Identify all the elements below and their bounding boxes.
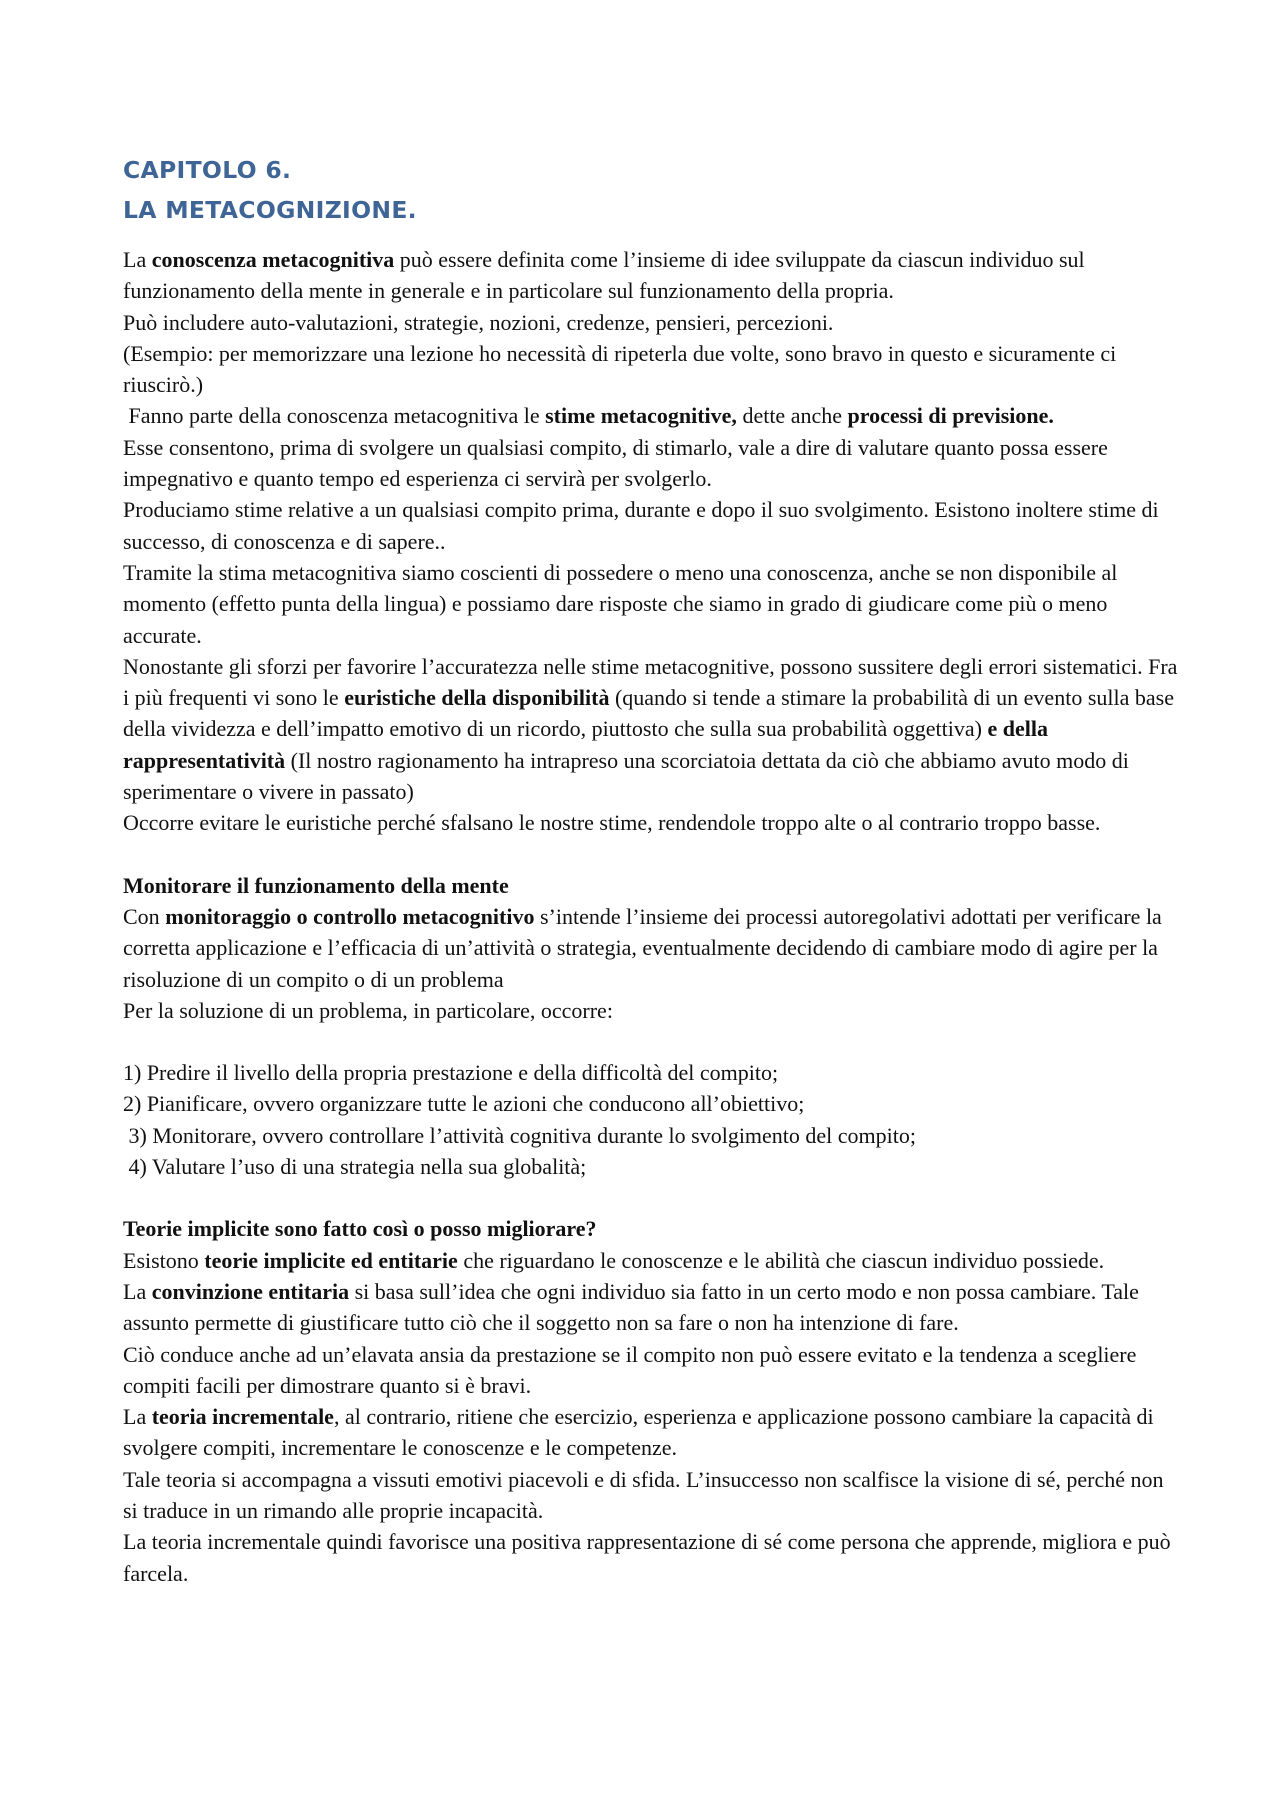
list-item: 3) Monitorare, ovvero controllare l’attività cognitiva durante lo svolgimento del compito; bbox=[123, 1122, 917, 1148]
theories-paragraph-3: Ciò conduce anche ad un’elavata ansia da prestazione se il compito non può essere evitato e la tendenza a scegliere compiti facili per dimostrare quanto si è bravi. bbox=[123, 1341, 1137, 1398]
bold-term: teoria incrementale bbox=[151, 1404, 334, 1430]
bold-term: monitoraggio o controllo metacognitivo bbox=[165, 903, 535, 929]
bold-term: teorie implicite ed entitarie bbox=[204, 1247, 458, 1273]
text-run: dette anche bbox=[736, 403, 848, 429]
chapter-title: LA METACOGNIZIONE. bbox=[123, 196, 417, 224]
text-run: La bbox=[123, 1404, 152, 1430]
document-page bbox=[123, 150, 1180, 1589]
spacer bbox=[123, 1182, 1180, 1213]
text-run: Esistono bbox=[123, 1247, 205, 1273]
text-run: (quando si tende a stimare la probabilità di un evento sulla base della vividezza e dell’impatto emotivo di un ricordo, piuttosto che sulla sua probabilità oggettiva) bbox=[123, 685, 1174, 742]
list-item: 4) Valutare l’uso di una strategia nella sua globalità; bbox=[123, 1154, 587, 1180]
theories-paragraph-6: La teoria incrementale quindi favorisce una positiva rappresentazione di sé come persona che apprende, migliora e può farcela. bbox=[123, 1529, 1171, 1586]
chapter-heading bbox=[123, 150, 1180, 230]
bold-term: e della rappresentatività bbox=[123, 716, 1048, 773]
theories-paragraph-2 bbox=[123, 1276, 1180, 1339]
section-title-theories: Teorie implicite sono fatto così o posso migliorare? bbox=[123, 1216, 597, 1242]
theories-paragraph-5: Tale teoria si accompagna a vissuti emotivi piacevoli e di sfida. L’insuccesso non scalfisce la visione di sé, perché non si traduce in un rimando alle proprie incapacità. bbox=[123, 1466, 1164, 1523]
intro-paragraph-5: Esse consentono, prima di svolgere un qualsiasi compito, di stimarlo, vale a dire di valutare quanto possa essere impegnativo e quanto tempo ed esperienza ci servirà per svolgerlo. bbox=[123, 434, 1108, 492]
monitor-paragraph-2: Per la soluzione di un problema, in particolare, occorre: bbox=[123, 997, 613, 1023]
bold-term: convinzione entitaria bbox=[151, 1278, 350, 1304]
bold-term: euristiche della disponibilità bbox=[344, 685, 610, 711]
spacer bbox=[123, 1026, 1180, 1057]
text-run: , al contrario, ritiene che esercizio, esperienza e applicazione possono cambiare la capacità di svolgere compiti, incrementare le conoscenze e le competenze. bbox=[123, 1404, 1154, 1461]
text-run: può essere definita come l’insieme di idee sviluppate da ciascun individuo sul funzionamento della mente in generale e in particolare sul funzionamento della propria. bbox=[123, 247, 1085, 304]
intro-paragraph-9: Occorre evitare le euristiche perché sfalsano le nostre stime, rendendole troppo alte o al contrario troppo basse. bbox=[123, 810, 1101, 836]
bold-term: stime metacognitive, bbox=[545, 403, 737, 429]
bold-term: processi di previsione. bbox=[847, 403, 1054, 429]
theories-paragraph-4 bbox=[123, 1401, 1180, 1464]
text-run: La bbox=[123, 1278, 152, 1304]
intro-paragraph-3: (Esempio: per memorizzare una lezione ho necessità di ripeterla due volte, sono bravo in questo e sicuramente ci riuscirò.) bbox=[123, 340, 1117, 398]
intro-paragraph-7: Tramite la stima metacognitiva siamo coscienti di possedere o meno una conoscenza, anche se non disponibile al momento (effetto punta della lingua) e possiamo dare risposte che siamo in grado di giudicare come più o meno accurate. bbox=[123, 559, 1118, 648]
intro-paragraph-4 bbox=[123, 400, 1180, 431]
text-run: Fanno parte della conoscenza metacognitiva le bbox=[123, 403, 546, 429]
intro-paragraph-6: Produciamo stime relative a un qualsiasi compito prima, durante e dopo il suo svolgimento. Esistono inoltere stime di successo, di conoscenza e di sapere.. bbox=[123, 497, 1159, 554]
text-run: s’intende l’insieme dei processi autoregolativi adottati per verificare la corretta applicazione e l’efficacia di un’attività o strategia, eventualmente decidendo di cambiare modo di agire per la risoluzione di un compito o di un problema bbox=[123, 903, 1162, 992]
chapter-number: CAPITOLO 6. bbox=[123, 156, 292, 184]
intro-paragraph-2: Può includere auto-valutazioni, strategie, nozioni, credenze, pensieri, percezioni. bbox=[123, 309, 834, 335]
text-run: (Il nostro ragionamento ha intrapreso una scorciatoia dettata da ciò che abbiamo avuto modo di sperimentare o vivere in passato) bbox=[123, 747, 1129, 805]
monitor-paragraph-1 bbox=[123, 901, 1180, 995]
text-run: Nonostante gli sforzi per favorire l’accuratezza nelle stime metacognitive, possono sussitere degli errori sistematici. Fra i più frequenti vi sono le bbox=[123, 653, 1178, 711]
intro-paragraph-8 bbox=[123, 651, 1180, 807]
bold-term: conoscenza metacognitiva bbox=[151, 247, 395, 272]
text-run: che riguardano le conoscenze e le abilità che ciascun individuo possiede. bbox=[457, 1247, 1105, 1273]
intro-paragraph-1 bbox=[123, 244, 1180, 307]
list-item: 1) Predire il livello della propria prestazione e della difficoltà del compito; bbox=[123, 1060, 779, 1086]
list-item: 2) Pianificare, ovvero organizzare tutte le azioni che conducono all’obiettivo; bbox=[123, 1091, 805, 1117]
text-run: La bbox=[123, 247, 152, 272]
section-title-monitor: Monitorare il funzionamento della mente bbox=[123, 872, 509, 898]
text-run: Con bbox=[123, 903, 166, 929]
text-run: si basa sull’idea che ogni individuo sia fatto in un certo modo e non possa cambiare. Tale assunto permette di giustificare tutto ciò che il soggetto non sa fare o non ha intenzione di fare. bbox=[123, 1278, 1139, 1336]
spacer bbox=[123, 839, 1180, 870]
theories-paragraph-1 bbox=[123, 1245, 1180, 1276]
